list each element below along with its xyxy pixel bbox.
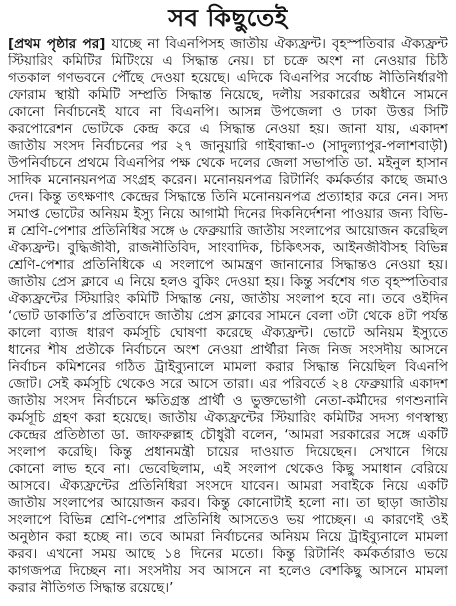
article-line: শ্রেণি-পেশার প্রতিনিধিকে এ সংলাপে আমন্ত্রণ জানানোর সিদ্ধান্তও নেওয়া হয়। — [8, 257, 448, 273]
article-body — [8, 36, 448, 597]
article-line: নির্বাচন কমিশনের গঠিত ট্রাইব্যুনালে মামলা করার সিদ্ধান্ত নিয়েছিল বিএনপি — [8, 359, 448, 375]
article-line: কাগজপত্র দিচ্ছেন না। সংসদীয় সব আসনে না হলেও বেশকিছু আসনে মামলা — [8, 563, 448, 579]
article-line: জাতীয় প্রেস ক্লাবে এ নিয়ে হলও বুকিং দেওয়া হয়। কিন্তু সর্বশেষ গত বৃহস্পতিবার — [8, 274, 448, 290]
article-line: ধানের শীষ প্রতীকে নির্বাচনে অংশ নেওয়া প্রার্থীরা নিজ নিজ সংসদীয় আসনে — [8, 342, 448, 358]
article-line: সমাপ্ত ভোটের অনিয়ম ইস্যু নিয়ে আগামী দিনের দিকনির্দেশনা পাওয়ার জন্য বিভি- — [8, 206, 448, 222]
article-line: জাতীয় সংলাপের আয়োজন করব। কিন্তু কোনোটাই হলো না। তা ছাড়া জাতীয় — [8, 495, 448, 511]
article-line: সংলাপ করেছি। কিন্তু প্রধানমন্ত্রী চায়ের দাওয়াত দিয়েছেন। সেখানে গিয়ে — [8, 444, 448, 460]
article-line: জাতীয় সংসদ নির্বাচনে ক্ষতিগ্রস্ত প্রার্থী ও ভুক্তভোগী নেতা-কর্মীদের গণশুনানি — [8, 393, 448, 409]
article-line: অনুষ্ঠান করা হচ্ছে না। তবে আমরা নির্বাচনের অনিয়ম নিয়ে ট্রাইব্যুনালে মামলা — [8, 529, 448, 545]
article-line: দেন। কিন্তু তৎক্ষণাৎ কেন্দ্রের সিদ্ধান্তে তিনি মনোনয়নপত্র প্রত্যাহার করে নেন। সদ্য — [8, 189, 448, 205]
article-line: আসবে। ঐক্যফ্রন্টের প্রতিনিধিরা সংসদে যাবেন। আমরা সবাইকে নিয়ে একটি — [8, 478, 448, 494]
article-line: করার নীতিগত সিদ্ধান্ত রয়েছে।’ — [8, 580, 174, 596]
article-line: কোনো লাভ হবে না। ভেবেছিলাম, এই সংলাপ থেকেও কিছু সমাধান বেরিয়ে — [8, 461, 448, 477]
article-line: কেন্দ্রের প্রতিষ্ঠাতা ডা. জাফরুল্লাহ চৌধুরী বলেন, ‘আমরা সরকারের সঙ্গে একটি — [8, 427, 448, 443]
article-line: ‘ভোট ডাকাতি’র প্রতিবাদে জাতীয় প্রেস ক্লাবের সামনে বেলা ৩টা থেকে ৪টা পর্যন্ত — [8, 308, 448, 324]
article-line: কালো ব্যাজ ধারণ কর্মসূচি ঘোষণা করেছে ঐক্যফ্রন্ট। ভোটে অনিয়ম ইস্যুতে — [8, 325, 448, 341]
article-line: করব। এখনো সময় আছে ১৪ দিনের মতো। কিন্তু রিটার্নিং কর্মকর্তারাও ভয়ে — [8, 546, 448, 562]
article-line: কোনো নির্বাচনেই যাবে না বিএনপি। আসন্ন উপজেলা ও ঢাকা উত্তর সিটি — [8, 104, 448, 120]
article-line: সাদিক মনোনয়নপত্র সংগ্রহ করেন। মনোনয়নপত্র রিটার্নিং কর্মকর্তার কাছে জমাও — [8, 172, 448, 188]
article-line: উপনির্বাচনে প্রথমে বিএনপির পক্ষ থেকে দলের জেলা সভাপতি ডা. মইনুল হাসান — [8, 155, 448, 171]
article-title: সব কিছুতেই — [168, 4, 288, 32]
article-line: সংলাপে বিভিন্ন শ্রেণি-পেশার প্রতিনিধি আসতেও ভয় পাচ্ছেন। এ কারণেই ওই — [8, 512, 448, 528]
article-line: স্টিয়ারিং কমিটির মিটিংয়ে এ সিদ্ধান্ত নেয়। চা চক্রে অংশ না নেওয়ার চিঠি — [8, 53, 448, 69]
article-line: ন্ন শ্রেণি-পেশার প্রতিনিধির সঙ্গে ৬ ফেব্রুয়ারি জাতীয় সংলাপের আয়োজন করেছিল — [8, 223, 448, 239]
article-line: ঐক্যফ্রন্টের স্টিয়ারিং কমিটি সিদ্ধান্ত নেয়, জাতীয় সংলাপ হবে না। তবে ওইদিন — [8, 291, 448, 307]
article-line — [8, 36, 448, 53]
article-line: করপোরেশন ভোটকে কেন্দ্র করে এ সিদ্ধান্ত নেওয়া হয়। জানা যায়, একাদশ — [8, 121, 448, 137]
article-line: ফোরাম স্থায়ী কমিটি সম্প্রতি সিদ্ধান্ত নিয়েছে, দলীয় সরকারের অধীনে সামনে — [8, 87, 448, 103]
article-line: গতকাল গণভবনে পৌঁছে দেওয়া হয়েছে। এদিকে বিএনপির সর্বোচ্চ নীতিনির্ধারণী — [8, 70, 448, 86]
article-line: ঐক্যফ্রন্ট। বুদ্ধিজীবী, রাজনীতিবিদ, সাংবাদিক, চিকিৎসক, আইনজীবীসহ বিভিন্ন — [8, 240, 448, 256]
article-line: জোট। সেই কর্মসূচি থেকেও সরে আসে তারা। এর পরিবর্তে ২৪ ফেব্রুয়ারি একাদশ — [8, 376, 448, 392]
article-line: কর্মসূচি গ্রহণ করা হয়েছে। জাতীয় ঐক্যফ্রন্টের স্টিয়ারিং কমিটির সদস্য গণস্বাস্থ্য — [8, 410, 448, 426]
article-line: জাতীয় সংসদ নির্বাচনের পর ২৭ জানুয়ারি গাইবান্ধা-৩ (সাদুল্যাপুর-পলাশবাড়ী) — [8, 138, 448, 154]
continuation-label: [প্রথম পৃষ্ঠার পর] — [8, 36, 106, 52]
article-line-text: যাচ্ছে না বিএনপিসহ জাতীয় ঐক্যফ্রন্ট। বৃহস্পতিবার ঐক্যফ্রন্ট — [111, 36, 448, 52]
